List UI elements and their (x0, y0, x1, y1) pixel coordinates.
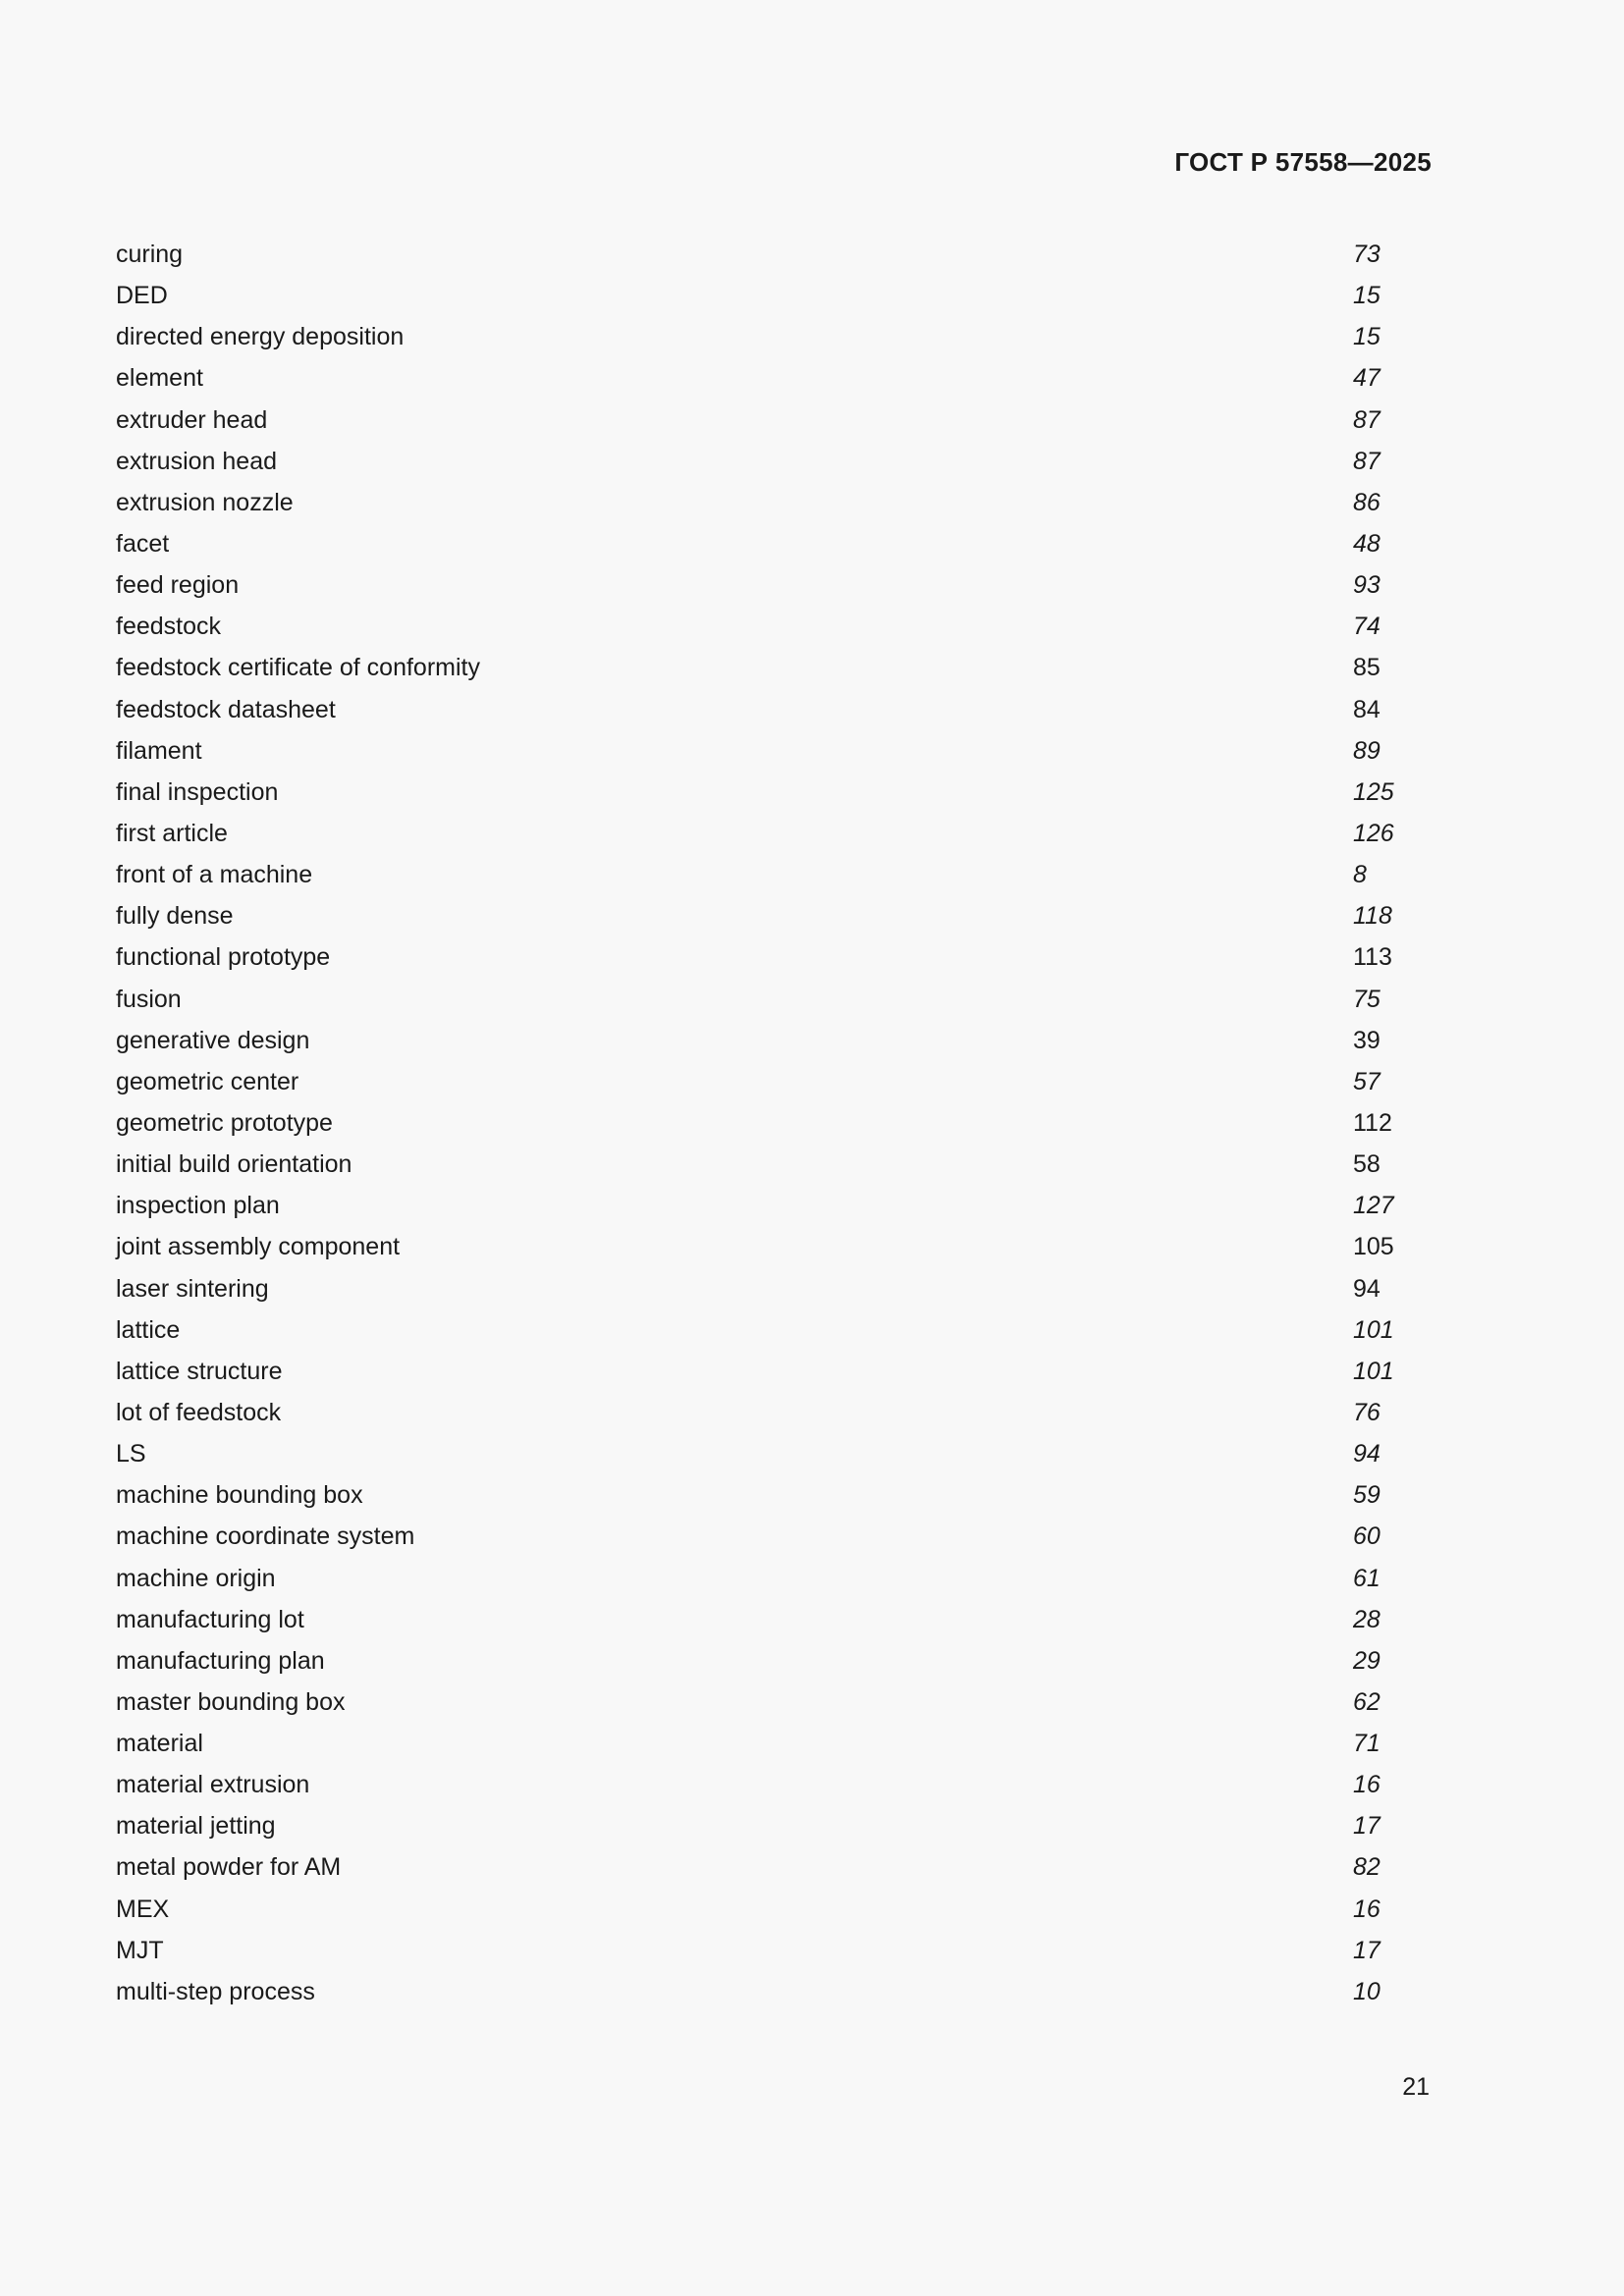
index-term: lot of feedstock (116, 1398, 282, 1426)
index-entry (116, 813, 1392, 854)
index-term: feedstock datasheet (116, 695, 336, 723)
index-term-number: 29 (1353, 1646, 1380, 1675)
index-term-number: 17 (1353, 1936, 1380, 1964)
index-term-number: 113 (1353, 943, 1392, 972)
index-term-number: 58 (1353, 1150, 1380, 1179)
index-term: functional prototype (116, 943, 331, 972)
index-entry (116, 1889, 1392, 1930)
index-term-number: 71 (1353, 1730, 1380, 1758)
index-term-number: 47 (1353, 364, 1380, 393)
index-term: manufacturing plan (116, 1646, 325, 1675)
index-term-number: 10 (1353, 1977, 1380, 2005)
index-term-number: 73 (1353, 240, 1380, 268)
index-term: lattice (116, 1315, 181, 1344)
index-entry (116, 1805, 1392, 1846)
index-term-number: 28 (1353, 1605, 1380, 1633)
index-term-number: 118 (1353, 902, 1392, 931)
index-term: LS (116, 1440, 146, 1468)
index-entry (116, 1226, 1392, 1267)
index-entry (116, 1599, 1392, 1640)
index-entry (116, 1971, 1392, 2012)
index-term: inspection plan (116, 1192, 280, 1220)
index-term: front of a machine (116, 861, 313, 889)
index-entry (116, 1640, 1392, 1682)
index-entry (116, 1558, 1392, 1599)
index-term-number: 15 (1353, 282, 1380, 310)
index-entry (116, 1764, 1392, 1805)
index-entry (116, 1474, 1392, 1516)
index-term: laser sintering (116, 1274, 269, 1303)
index-term-number: 82 (1353, 1853, 1380, 1882)
index-term-number: 86 (1353, 488, 1380, 516)
index-term: fusion (116, 985, 182, 1013)
index-entry (116, 1061, 1392, 1102)
index-term-number: 17 (1353, 1812, 1380, 1841)
index-term-number: 85 (1353, 654, 1380, 682)
index-entry (116, 400, 1392, 441)
index-term: feedstock certificate of conformity (116, 654, 480, 682)
index-entry (116, 689, 1392, 730)
index-term-number: 16 (1353, 1771, 1380, 1799)
index-term-number: 105 (1353, 1233, 1394, 1261)
index-term: MJT (116, 1936, 164, 1964)
index-term: extruder head (116, 405, 268, 434)
index-term: first article (116, 819, 228, 847)
index-term: directed energy deposition (116, 323, 405, 351)
index-term: generative design (116, 1026, 310, 1054)
index-term-number: 87 (1353, 405, 1380, 434)
index-entry (116, 1433, 1392, 1474)
index-term-number: 126 (1353, 819, 1394, 847)
index-term: DED (116, 282, 168, 310)
index-term: material extrusion (116, 1771, 310, 1799)
index-term: curing (116, 240, 184, 268)
index-term-number: 16 (1353, 1895, 1380, 1923)
index-term-number: 94 (1353, 1440, 1380, 1468)
index-term: facet (116, 529, 170, 558)
index-term-number: 101 (1353, 1315, 1394, 1344)
index-entry (116, 730, 1392, 772)
index-entry (116, 1144, 1392, 1185)
index-entry (116, 275, 1392, 316)
index-entry (116, 1682, 1392, 1723)
index-term-number: 39 (1353, 1026, 1380, 1054)
index-term-number: 94 (1353, 1274, 1380, 1303)
index-term: filament (116, 736, 202, 765)
index-entry (116, 1185, 1392, 1226)
index-entry (116, 482, 1392, 523)
index-term-number: 93 (1353, 571, 1380, 600)
index-term-number: 127 (1353, 1192, 1394, 1220)
index-term-number: 84 (1353, 695, 1380, 723)
index-term-number: 74 (1353, 613, 1380, 641)
index-term: manufacturing lot (116, 1605, 304, 1633)
index-entry (116, 1102, 1392, 1144)
index-term-number: 61 (1353, 1564, 1380, 1592)
index-entry (116, 1516, 1392, 1557)
index-term-number: 101 (1353, 1357, 1394, 1385)
index-term: feed region (116, 571, 240, 600)
index-term: joint assembly component (116, 1233, 401, 1261)
index-term: machine coordinate system (116, 1522, 415, 1551)
index-term: metal powder for AM (116, 1853, 342, 1882)
document-header: ГОСТ Р 57558—2025 (1174, 147, 1432, 177)
index-term: multi-step process (116, 1977, 315, 2005)
index-entry (116, 357, 1392, 399)
index-entry (116, 1723, 1392, 1764)
index-entry (116, 1930, 1392, 1971)
index-term: machine origin (116, 1564, 276, 1592)
index-entry (116, 1392, 1392, 1433)
index-term: geometric prototype (116, 1108, 333, 1137)
index-list (116, 234, 1392, 2012)
page-number: 21 (1402, 2073, 1430, 2101)
index-term-number: 62 (1353, 1687, 1380, 1716)
index-term-number: 125 (1353, 777, 1394, 806)
index-term: extrusion nozzle (116, 488, 294, 516)
index-term: fully dense (116, 902, 234, 931)
index-term: master bounding box (116, 1687, 346, 1716)
index-term-number: 87 (1353, 447, 1380, 475)
index-term: extrusion head (116, 447, 278, 475)
index-term: machine bounding box (116, 1481, 363, 1510)
index-entry (116, 772, 1392, 813)
index-entry (116, 936, 1392, 978)
index-entry (116, 1020, 1392, 1061)
index-term-number: 76 (1353, 1398, 1380, 1426)
index-entry (116, 1309, 1392, 1351)
index-term-number: 57 (1353, 1067, 1380, 1095)
index-entry (116, 1268, 1392, 1309)
index-term-number: 75 (1353, 985, 1380, 1013)
index-term: element (116, 364, 203, 393)
index-term: initial build orientation (116, 1150, 352, 1179)
index-term: lattice structure (116, 1357, 283, 1385)
index-entry (116, 316, 1392, 357)
index-entry (116, 647, 1392, 688)
index-term: feedstock (116, 613, 222, 641)
index-entry (116, 854, 1392, 895)
index-term-number: 60 (1353, 1522, 1380, 1551)
index-entry (116, 441, 1392, 482)
index-term-number: 15 (1353, 323, 1380, 351)
index-term: material jetting (116, 1812, 276, 1841)
index-term: material (116, 1730, 203, 1758)
index-entry (116, 564, 1392, 606)
index-term-number: 89 (1353, 736, 1380, 765)
index-entry (116, 895, 1392, 936)
index-term-number: 48 (1353, 529, 1380, 558)
index-term: geometric center (116, 1067, 299, 1095)
index-term-number: 112 (1353, 1108, 1392, 1137)
index-term: final inspection (116, 777, 279, 806)
index-entry (116, 523, 1392, 564)
index-entry (116, 606, 1392, 647)
index-entry (116, 234, 1392, 275)
index-entry (116, 1351, 1392, 1392)
index-term-number: 59 (1353, 1481, 1380, 1510)
index-term-number: 8 (1353, 861, 1367, 889)
index-entry (116, 979, 1392, 1020)
index-term: MEX (116, 1895, 170, 1923)
index-entry (116, 1846, 1392, 1888)
